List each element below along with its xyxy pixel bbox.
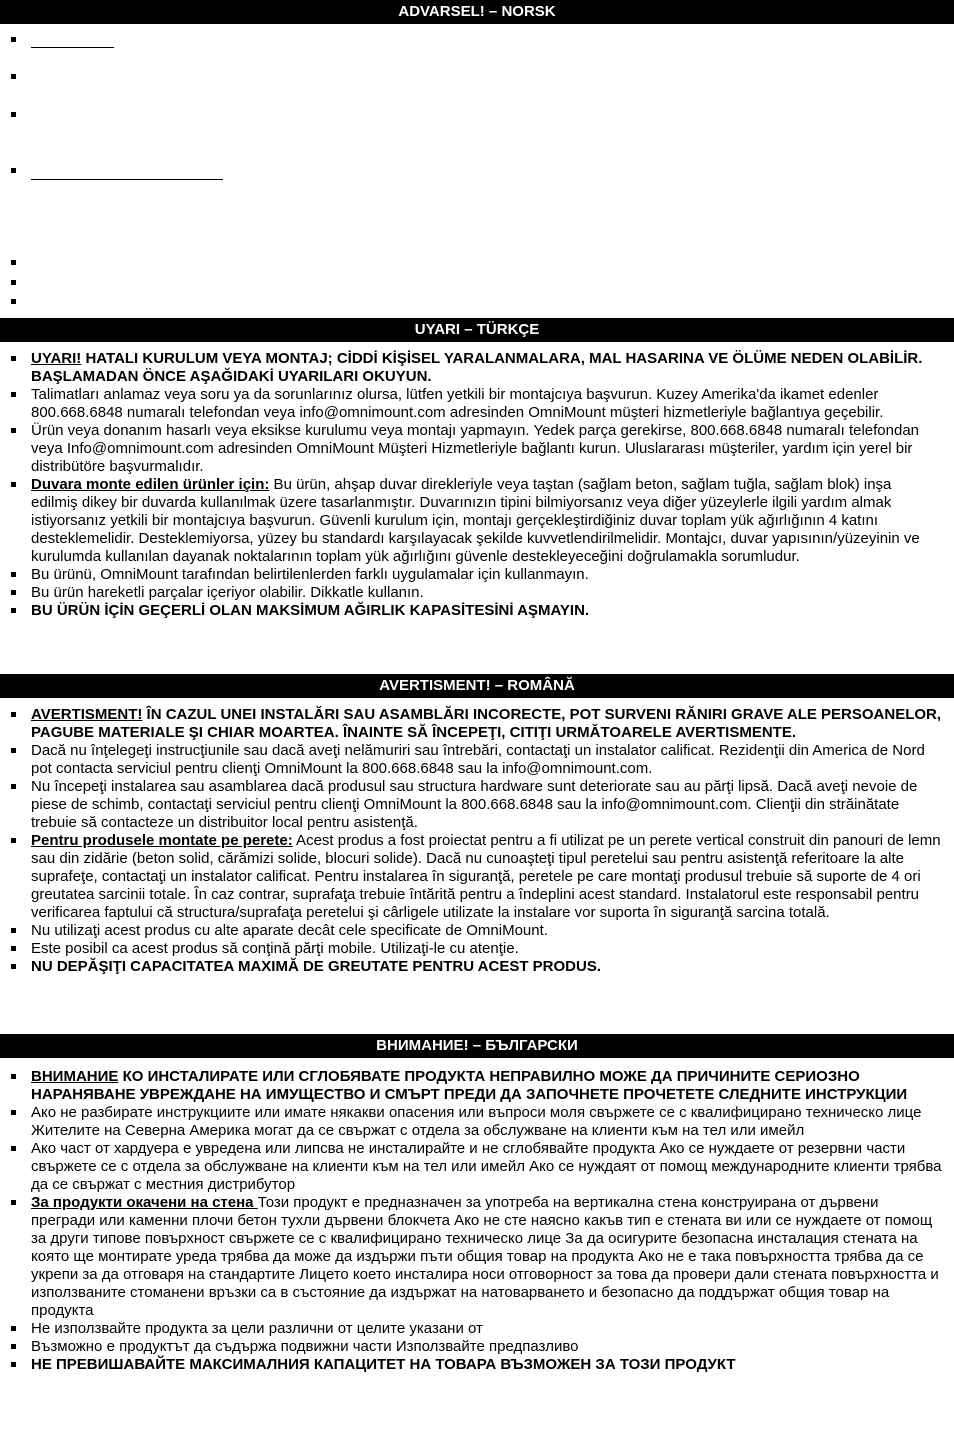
wall-mount-text: Acest produs a fost proiectat pentru a fi utilizat pe un perete vertical construit din panouri de lemn sau din zidărie (beton solid, cărămizi solide, blocuri solide). Dacă nu cunoaşteţi tipul peretelui sau pentru asistenţă referitoare la alte suprafeţe, contactaţi un instalator calificat. Pentru instalarea în siguranţă, peretele pe care montaţi produsul trebuie să suporte de 4 ori greutatea sarcinii totale. În caz contrar, suprafaţa trebuie întărită pentru a îndeplini acest standard. Instalatorul este responsabil pentru verificarea faptului că structura/suprafaţa peretelui şi cârligele utilizate la instalare vor suporta în siguranţă sarcina totală.	[31, 832, 941, 921]
list-item: NU DEPĂŞIŢI CAPACITATEA MAXIMĂ DE GREUTATE PENTRU ACEST PRODUS.	[0, 958, 954, 976]
list-item	[0, 832, 954, 922]
list-item: Ако част от хардуера е увредена или липсва не инсталирайте и не сглобявайте продукта Ако се нуждаете от резервни части свържете се с отдела за обслужване на клиенти към на тел или имейл Ако се нуждаят от помощ международните клиенти трябва да се свържат с местния дистрибутор	[0, 1140, 954, 1194]
wall-mount-label: Duvara monte edilen ürünler için:	[31, 476, 270, 493]
list-item: Este posibil ca acest produs să conţină părţi mobile. Utilizaţi-le cu atenţie.	[0, 940, 954, 958]
warning-text: КО ИНСТАЛИРАТЕ ИЛИ СГЛОБЯВАТЕ ПРОДУКТА НЕПРАВИЛНО МОЖЕ ДА ПРИЧИНИТЕ СЕРИОЗНО НАРАНЯВАНЕ УВРЕЖДАНЕ НА ИМУЩЕСТВО И СМЪРТ ПРЕДИ ДА ЗАПОЧНЕТЕ ПРОЧЕТЕТЕ СЛЕДНИТЕ ИНСТРУКЦИИ	[31, 1068, 908, 1103]
blank-underline	[31, 179, 223, 180]
warning-label: ВНИМАНИЕ	[31, 1068, 119, 1085]
section-header-norwegian: ADVARSEL! – NORSK	[0, 0, 954, 24]
bullet	[11, 260, 16, 265]
list-item: Bu ürün hareketli parçalar içeriyor olabilir. Dikkatle kullanın.	[0, 584, 954, 602]
bullet	[11, 112, 16, 117]
list-item: Dacă nu înţelegeţi instrucţiunile sau dacă aveţi nelămuriri sau întrebări, contactaţi un instalator calificat. Rezidenţii din America de Nord pot contacta serviciul pentru clienţi OmniMount la 800.668.6848 sau la info@omnimount.com.	[0, 742, 954, 778]
list-item	[0, 350, 954, 386]
bullet	[11, 37, 16, 42]
list-item	[0, 476, 954, 566]
section-header-turkish: UYARI – TÜRKÇE	[0, 318, 954, 342]
bullet	[11, 280, 16, 285]
list-item: Nu începeţi instalarea sau asamblarea dacă produsul sau structura hardware sunt deteriorate sau au părţi lipsă. Dacă aveţi nevoie de piese de schimb, contactaţi serviciul pentru clienţi OmniMount la 800.668.6848 sau la info@omnimount.com. Clienţii din străinătate trebuie să contacteze un distribuitor local pentru asistenţă.	[0, 778, 954, 832]
romanian-warning-list	[0, 706, 954, 976]
bullet	[11, 74, 16, 79]
list-item: Ürün veya donanım hasarlı veya eksikse kurulumu veya montajı yapmayın. Yedek parça gerekirse, 800.668.6848 numaralı telefondan veya Info@omnimount.com adresinden OmniMount Müşteri Hizmetleriyle bağlantı kurun. Uluslararası müşteriler, yardım için yerel bir distribütöre başvurmalıdır.	[0, 422, 954, 476]
list-item	[0, 706, 954, 742]
list-item: Възможно е продуктът да съдържа подвижни части Използвайте предпазливо	[0, 1338, 954, 1356]
section-header-romanian: AVERTISMENT! – ROMÂNĂ	[0, 674, 954, 698]
list-item: BU ÜRÜN İÇİN GEÇERLİ OLAN MAKSİMUM AĞIRLIK KAPASİTESİNİ AŞMAYIN.	[0, 602, 954, 620]
warning-label: UYARI!	[31, 350, 82, 367]
bullet	[11, 299, 16, 304]
list-item: Ако не разбирате инструкциите или имате някакви опасения или въпроси моля свържете се с квалифицирано техническо лице Жителите на Северна Америка могат да се свържат с отдела за обслужване на клиенти към на тел или имейл	[0, 1104, 954, 1140]
turkish-warning-list	[0, 350, 954, 620]
bulgarian-warning-list	[0, 1068, 954, 1374]
bullet	[11, 168, 16, 173]
section-header-bulgarian: ВНИМАНИЕ! – БЪЛГАРСКИ	[0, 1034, 954, 1058]
wall-mount-label: За продукти окачени на стена	[31, 1194, 258, 1211]
list-item: Nu utilizaţi acest produs cu alte aparate decât cele specificate de OmniMount.	[0, 922, 954, 940]
wall-mount-label: Pentru produsele montate pe perete:	[31, 832, 293, 849]
list-item: НЕ ПРЕВИШАВАЙТЕ МАКСИМАЛНИЯ КАПАЦИТЕТ НА ТОВАРА ВЪЗМОЖЕН ЗА ТОЗИ ПРОДУКТ	[0, 1356, 954, 1374]
list-item: Talimatları anlamaz veya soru ya da sorunlarınız olursa, lütfen yetkili bir montajcıya başvurun. Kuzey Amerika'da ikamet edenler 800.668.6848 numaralı telefondan veya info@omnimount.com adresinden OmniMount müşteri hizmetleriyle bağlantıya geçebilir.	[0, 386, 954, 422]
warning-label: AVERTISMENT!	[31, 706, 143, 723]
blank-underline	[31, 47, 114, 48]
list-item: Не използвайте продукта за цели различни от целите указани от	[0, 1320, 954, 1338]
wall-mount-text: Този продукт е предназначен за употреба на вертикална стена конструирана от дървени прегради или каменни плочи бетон тухли дървени блокчета Ако не сте наясно какъв тип е стената ви или се нуждаете от помощ за други типове повърхност свържете се с квалифицирано техническо лице За да осигурите безопасна инсталация стената на която ще монтирате уреда трябва да може да издържи пъти общия товар на продукта Ако не е така повърхността трябва да се укрепи за да отговаря на стандартите Лицето което инсталира носи отговорност за това да провери дали стената повърхността и използваните стоманени връзки са в състояние да издържат на натоварването и безопасно да поддържат общия товар на продукта	[31, 1194, 939, 1319]
list-item	[0, 1194, 954, 1320]
list-item: Bu ürünü, OmniMount tarafından belirtilenlerden farklı uygulamalar için kullanmayın.	[0, 566, 954, 584]
warning-text: ÎN CAZUL UNEI INSTALĂRI SAU ASAMBLĂRI INCORECTE, POT SURVENI RĂNIRI GRAVE ALE PERSOANELOR, PAGUBE MATERIALE ŞI CHIAR MOARTEA. ÎNAINTE SĂ ÎNCEPEŢI, CITIŢI URMĂTOARELE AVERTISMENTE.	[31, 706, 942, 741]
warning-text: HATALI KURULUM VEYA MONTAJ; CİDDİ KİŞİSEL YARALANMALARA, MAL HASARINA VE ÖLÜME NEDEN OLABİLİR. BAŞLAMADAN ÖNCE AŞAĞIDAKİ UYARILARI OKUYUN.	[31, 350, 923, 385]
list-item	[0, 1068, 954, 1104]
wall-mount-text: Bu ürün, ahşap duvar direkleriyle veya taştan (sağlam beton, sağlam tuğla, sağlam blok) inşa edilmiş dikey bir duvarda kullanılmak üzere tasarlanmıştır. Duvarınızın tipini bilmiyorsanız veya diğer yüzeylerle ilgili yardım almak istiyorsanız yetkili bir montajcıya başvurun. Güvenli kurulum için, montajı gerçekleştirdiğiniz duvar toplam yük ağırlığının 4 katını desteklemelidir. Desteklemiyorsa, yüzey bu standardı karşılayacak şekilde kuvvetlendirilmelidir. Montajcı, duvar yapısının/yüzeyinin ve kurulumda kullanılan dayanak noktalarının toplam yük ağırlığını güvenle destekleyeceğini doğrulamakla sorumludur.	[31, 476, 920, 565]
